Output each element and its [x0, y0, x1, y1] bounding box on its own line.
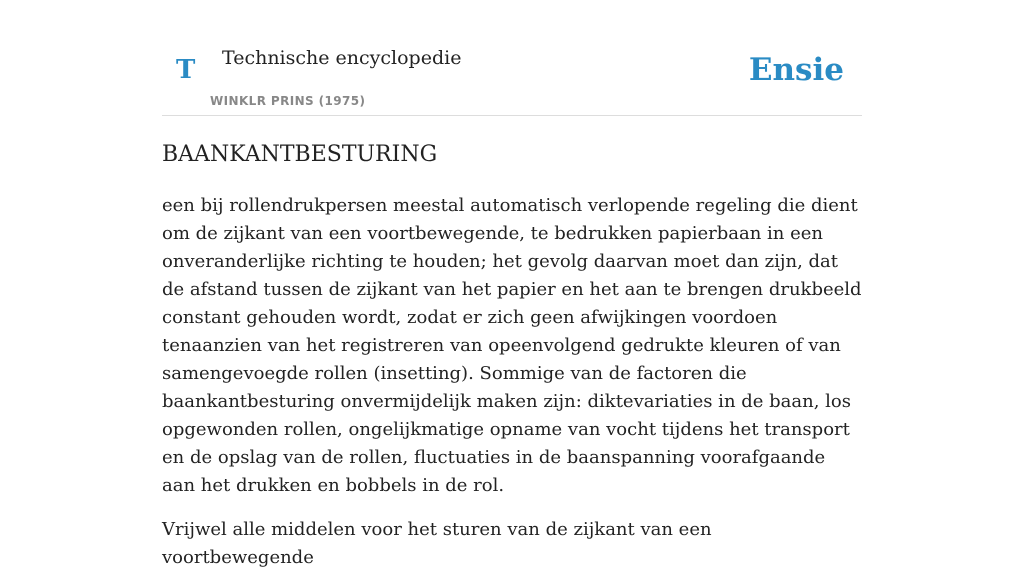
publication-edition: WINKLR PRINS (1975) [210, 94, 366, 108]
article-paragraph: een bij rollendrukpersen meestal automatisch verlopende regeling die dient om de zijkant van een voortbewegende, te bedrukken papierbaan in een onveranderlijke richting te houden; het gevolg daarvan moet dan zijn, dat de afstand tussen de zijkant van het papier en het aan te brengen drukbeeld constant gehouden wordt, zodat er zich geen afwijkingen voordoen tenaanzien van het registreren van opeenvolgend gedrukte kleuren of van samengevoegde rollen (insetting). Sommige van de factoren die baankantbesturing onvermijdelijk maken zijn: diktevariaties in de baan, los opgewonden rollen, ongelijkmatige opname van vocht tijdens het transport en de opslag van de rollen, fluctuaties in de baanspanning voorafgaande aan het drukken en bobbels in de rol. [162, 195, 862, 496]
article-paragraph: Vrijwel alle middelen voor het sturen van de zijkant van een voortbewegende [162, 519, 712, 568]
entry-title: BAANKANTBESTURING [162, 142, 438, 167]
brand-logo[interactable]: Ensie [748, 52, 844, 88]
publication-logo[interactable]: T [176, 55, 196, 85]
page-header [162, 0, 862, 116]
publication-title[interactable]: Technische encyclopedie [222, 47, 462, 69]
article [162, 140, 862, 572]
